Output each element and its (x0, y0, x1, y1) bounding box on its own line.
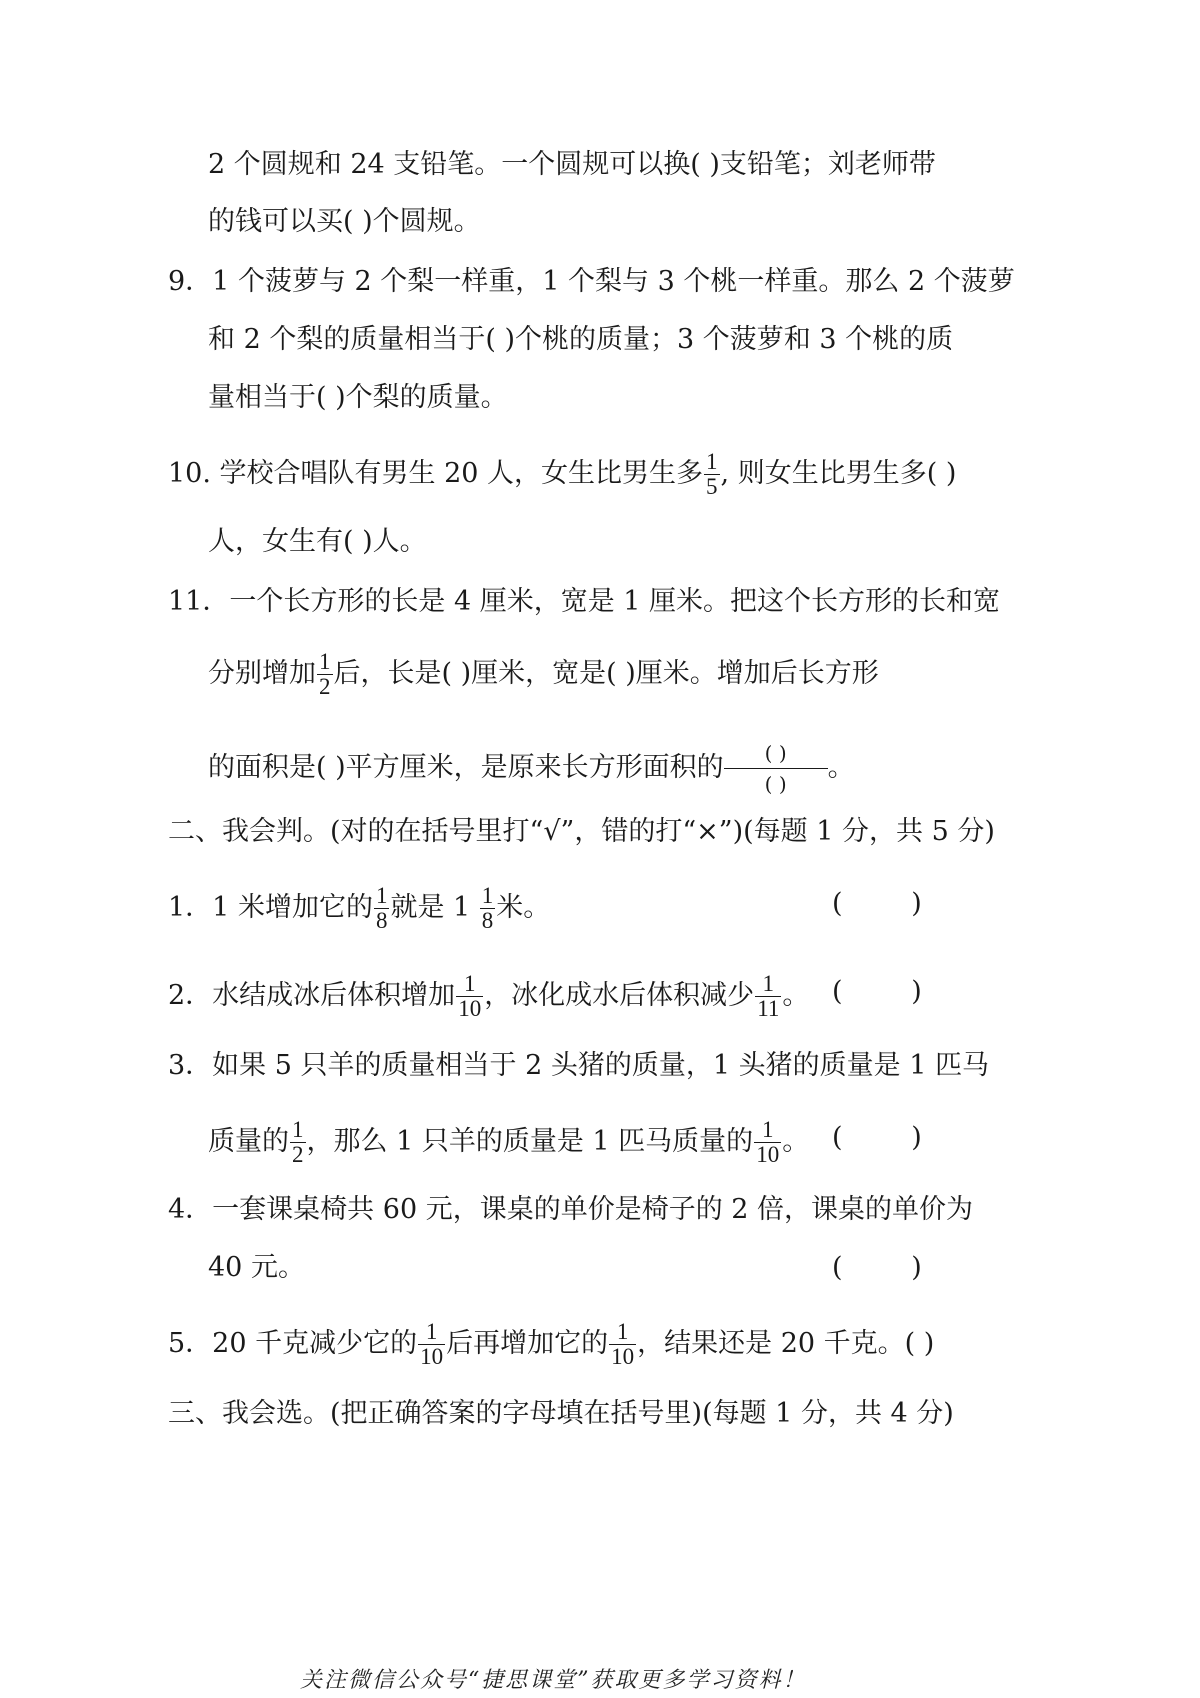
judge-3-text-b: ，那么 1 只羊的质量是 1 匹马质量的 (306, 1126, 754, 1157)
q11-line-2 (208, 650, 879, 699)
judge-5-line (168, 1320, 934, 1369)
judge-5-text-c: ，结果还是 20 千克。( ) (637, 1328, 935, 1359)
blank-fraction[interactable]: $\frac{( )}{( )}$ (724, 738, 828, 799)
judge-4-answer-paren[interactable]: ( ) (832, 1252, 922, 1283)
q11-text-a: 分别增加 (208, 658, 316, 689)
q11-text-b: 后，长是( )厘米，宽是( )厘米。增加后长方形 (333, 658, 879, 689)
judge-2-text-a: 2．水结成冰后体积增加 (168, 980, 456, 1011)
judge-2-answer-paren[interactable]: ( ) (832, 976, 922, 1007)
judge-3-text-c: 。 (782, 1126, 810, 1157)
judge-2-text-b: ，冰化成水后体积减少 (484, 980, 755, 1011)
q11-line-1: 11．一个长方形的长是 4 厘米，宽是 1 厘米。把这个长方形的长和宽 (168, 586, 1001, 617)
judge-4-line-1: 4．一套课桌椅共 60 元，课桌的单价是椅子的 2 倍，课桌的单价为 (168, 1194, 974, 1225)
judge-2-text-c: 。 (782, 980, 810, 1011)
fraction-one-tenth-b: $\frac{1}{10}$ (756, 1117, 780, 1167)
judge-1-answer-paren[interactable]: ( ) (832, 888, 922, 919)
fraction-one-half-b: $\frac{1}{2}$ (292, 1117, 304, 1167)
section-2-heading: 二、我会判。(对的在括号里打“√”，错的打“×”)(每题 1 分，共 5 分) (168, 816, 995, 847)
fraction-one-tenth-d: $\frac{1}{10}$ (611, 1319, 635, 1369)
q9-line-3: 量相当于( )个梨的质量。 (208, 382, 508, 413)
judge-4-line-2: 40 元。 (208, 1252, 305, 1283)
q9-line-2: 和 2 个梨的质量相当于( )个桃的质量；3 个菠萝和 3 个桃的质 (208, 324, 954, 355)
fraction-one-eighth: $\frac{1}{8}$ (375, 883, 388, 933)
judge-3-answer-paren[interactable]: ( ) (832, 1122, 922, 1153)
fraction-one-half: $\frac{1}{2}$ (319, 649, 331, 699)
q9-line-1: 9．1 个菠萝与 2 个梨一样重，1 个梨与 3 个桃一样重。那么 2 个菠萝 (168, 266, 1015, 297)
judge-3-text-a: 质量的 (208, 1126, 289, 1157)
q10-line-2: 人，女生有( )人。 (208, 526, 427, 557)
q11-line-3 (208, 738, 855, 799)
fraction-one-eleventh: $\frac{1}{11}$ (757, 971, 780, 1021)
judge-1-text-a: 1．1 米增加它的 (168, 892, 373, 923)
judge-5-text-a: 5．20 千克减少它的 (168, 1328, 418, 1359)
footer-promo: 关注微信公众号“捷思课堂”获取更多学习资料！ (300, 1668, 807, 1693)
q10-text-a: 10. 学校合唱队有男生 20 人，女生比男生多 (168, 458, 704, 489)
section-3-heading: 三、我会选。(把正确答案的字母填在括号里)(每题 1 分，共 4 分) (168, 1398, 954, 1429)
judge-3-line-1: 3．如果 5 只羊的质量相当于 2 头猪的质量，1 头猪的质量是 1 匹马 (168, 1050, 989, 1081)
fraction-one-tenth-c: $\frac{1}{10}$ (420, 1319, 444, 1369)
judge-2-line (168, 972, 809, 1021)
fraction-one-eighth-mixed: $\frac{1}{8}$ (481, 883, 494, 933)
q8-line-1: 2 个圆规和 24 支铅笔。一个圆规可以换( )支铅笔；刘老师带 (208, 149, 936, 180)
judge-1-line (168, 884, 550, 933)
q8-line-2: 的钱可以买( )个圆规。 (208, 206, 481, 237)
q10-line-1 (168, 450, 956, 499)
fraction-one-tenth: $\frac{1}{10}$ (458, 971, 482, 1021)
fraction-one-fifth: $\frac{1}{5}$ (706, 449, 718, 499)
judge-1-text-c: 米。 (496, 892, 551, 923)
q10-text-b: , 则女生比男生多( ) (720, 458, 957, 489)
judge-5-text-b: 后再增加它的 (446, 1328, 609, 1359)
judge-1-text-b: 就是 1 (390, 892, 479, 923)
judge-3-line-2 (208, 1118, 809, 1167)
q11-text-c: 的面积是( )平方厘米，是原来长方形面积的 (208, 752, 724, 783)
q11-text-d: 。 (827, 752, 855, 783)
